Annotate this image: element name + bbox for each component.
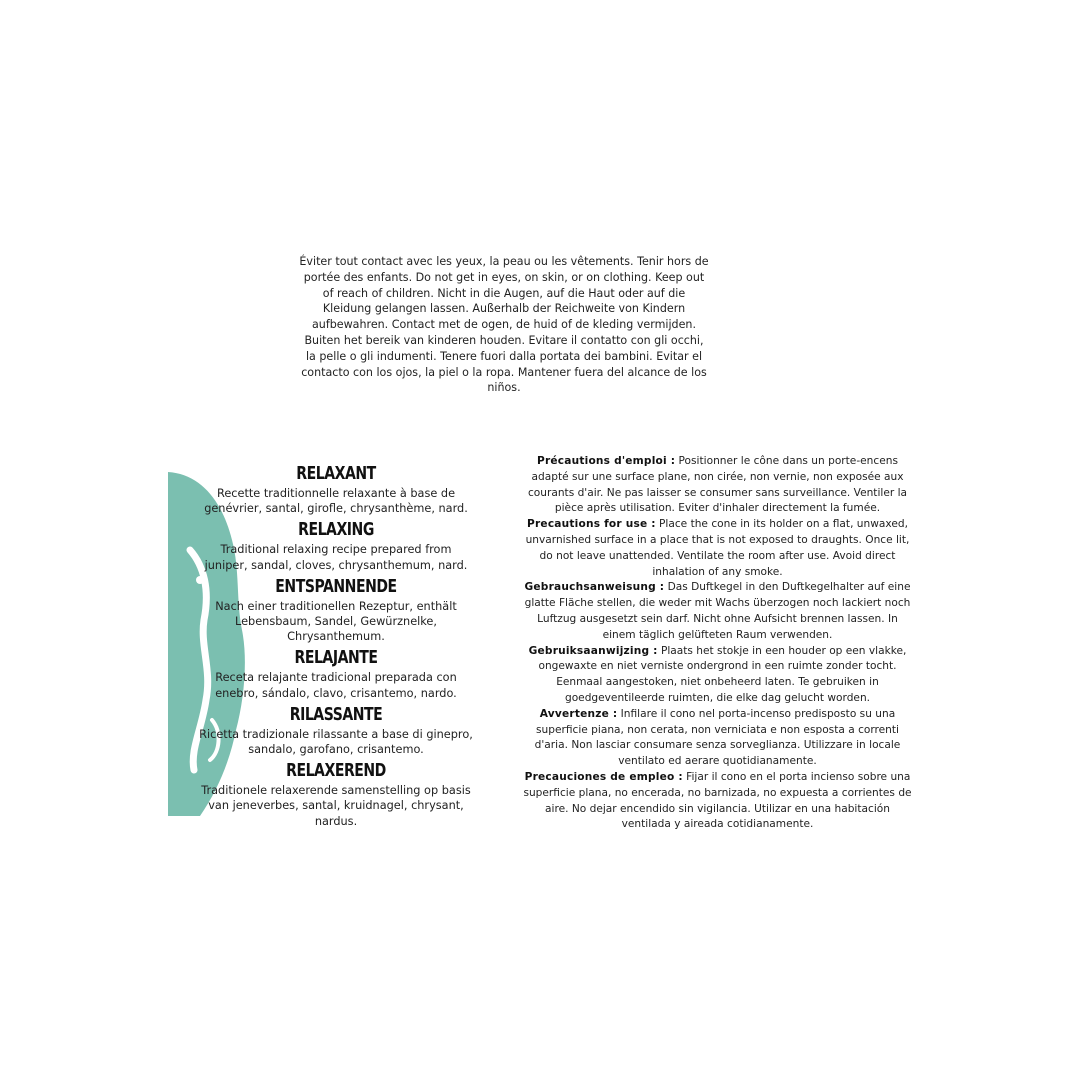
- description-title: ENTSPANNENDE: [275, 575, 397, 597]
- precaution-label: Precautions for use :: [527, 518, 656, 531]
- description-fr: [198, 462, 474, 516]
- precaution-label: Avvertenze :: [539, 707, 618, 720]
- precaution-it: [520, 707, 915, 770]
- precaution-fr: [520, 454, 915, 517]
- precaution-text: Infilare il cono nel porta-incenso predisposto su una superficie piana, non cerata, non verniciata e non esposta a correnti d'aria. Non lasciar consumare senza sorveglianza. Utilizzare in locale ventilato ed aerare quotidianamente.: [534, 707, 901, 768]
- precaution-text: Plaats het stokje in een houder op een vlakke, ongewaxte en niet verniste ondergrond in een ruimte zonder tocht. Eenmaal aangestoken, niet onbeheerd laten. Te gebruiken in goedgeventileerde ruimten, die elke dag gelucht worden.: [538, 644, 907, 704]
- description-text: Nach einer traditionellen Rezeptur, enthält Lebensbaum, Sandel, Gewürznelke, Chrysanthemum.: [215, 599, 457, 644]
- description-text: Traditionele relaxerende samenstelling op basis van jeneverbes, santal, kruidnagel, chrysant, nardus.: [201, 784, 471, 828]
- precaution-text: Place the cone in its holder on a flat, unwaxed, unvarnished surface in a place that is not exposed to draughts. Once lit, do not leave unattended. Ventilate the room after use. Avoid direct inhalation of any smoke.: [525, 518, 910, 578]
- safety-warning: Éviter tout contact avec les yeux, la peau ou les vêtements. Tenir hors de portée des enfants. Do not get in eyes, on skin, or on clothing. Keep out of reach of children. Nicht in die Augen, auf die Haut oder auf die Kleidung gelangen lassen. Außerhalb der Reichweite von Kindern aufbewahren. Contact met de ogen, de huid of de kleding vermijden. Buiten het bereik van kinderen houden. Evitare il contatto con gli occhi, la pelle o gli indumenti. Tenere fuori dalla portata dei bambini. Evitar el contacto con los ojos, la piel o la ropa. Mantener fuera del alcance de los niños.: [299, 255, 709, 395]
- description-text: Recette traditionnelle relaxante à base de genévrier, santal, girofle, chrysanthème, nard.: [204, 487, 468, 516]
- precaution-text: Positionner le cône dans un porte-encens adapté sur une surface plane, non cirée, non vernie, non exposée aux courants d'air. Ne pas laisser se consumer sans surveillance. Ventiler la pièce après utilisation. Eviter d'inhaler directement la fumée.: [527, 455, 908, 515]
- precaution-label: Gebrauchsanweisung :: [524, 581, 665, 594]
- description-en: [198, 518, 474, 572]
- precaution-en: [520, 517, 915, 580]
- description-text: Traditional relaxing recipe prepared from juniper, sandal, cloves, chrysanthemum, nard.: [204, 543, 468, 572]
- usage-precautions: [520, 454, 915, 833]
- precaution-text: Das Duftkegel in den Duftkegelhalter auf eine glatte Fläche stellen, die weder mit Wachs überzogen noch lackiert noch Luftzug ausgesetzt sein darf. Nicht ohne Aufsicht brennen lassen. In einem täglich gelüfteten Raum verwenden.: [524, 581, 911, 641]
- precaution-label: Précautions d'emploi :: [537, 455, 676, 467]
- description-nl: [198, 759, 474, 829]
- precaution-de: [520, 580, 915, 643]
- precaution-label: Precauciones de empleo :: [524, 770, 683, 783]
- description-title: RELAXEREND: [286, 760, 386, 782]
- precaution-text: Fijar il cono en el porta incienso sobre una superficie plana, no encerada, no barnizada, no expuesta a corrientes de aire. No dejar encendido sin vigilancia. Utilizar en una habitación ventilada y aireada cotidianamente.: [523, 770, 912, 831]
- description-de: [198, 575, 474, 645]
- description-title: RELAJANTE: [294, 647, 378, 669]
- description-title: RELAXANT: [296, 463, 376, 484]
- product-descriptions: [198, 462, 474, 831]
- precaution-es: [520, 770, 915, 833]
- description-text: Ricetta tradizionale rilassante a base di ginepro, sandalo, garofano, crisantemo.: [199, 727, 473, 757]
- description-text: Receta relajante tradicional preparada con enebro, sándalo, clavo, crisantemo, nardo.: [215, 671, 457, 700]
- description-it: [198, 703, 474, 757]
- precaution-nl: [520, 644, 915, 707]
- precaution-label: Gebruiksaanwijzing :: [528, 644, 658, 657]
- description-title: RILASSANTE: [289, 703, 383, 725]
- description-es: [198, 646, 474, 700]
- description-title: RELAXING: [298, 519, 374, 541]
